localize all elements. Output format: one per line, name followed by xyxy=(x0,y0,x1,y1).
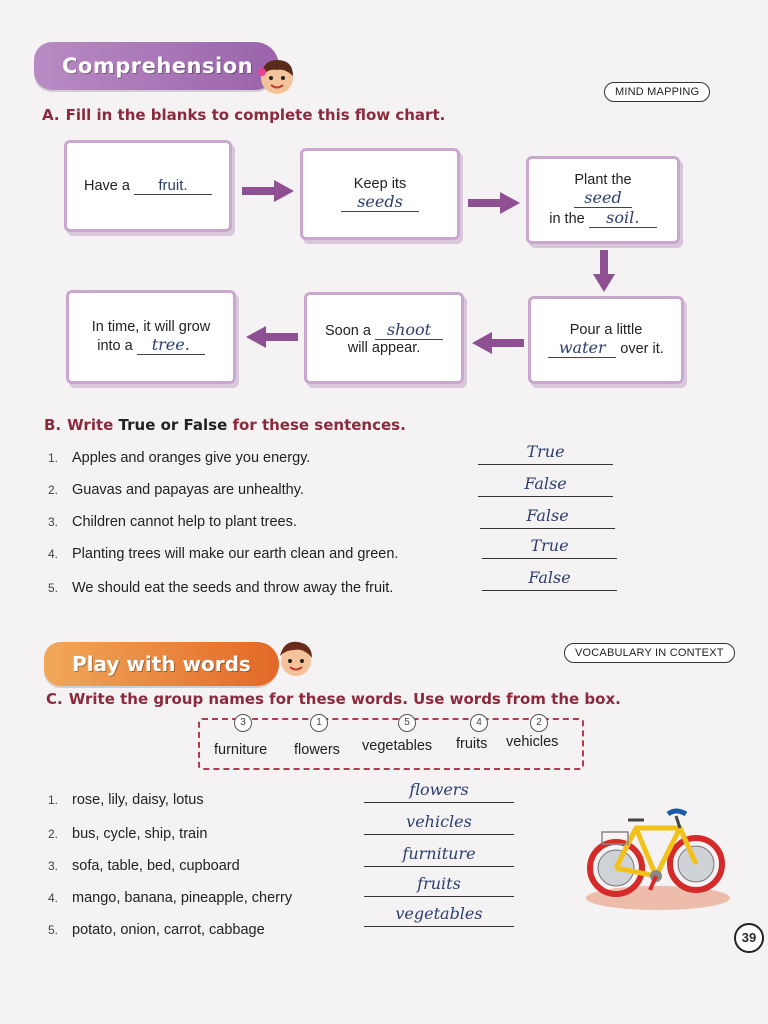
answer-fruit: fruit. xyxy=(134,177,212,195)
answer-tree: tree. xyxy=(137,335,205,355)
flow-box-2: Keep its seeds xyxy=(300,148,460,240)
box-word-flowers: flowers xyxy=(294,742,340,758)
arrow-right-2 xyxy=(466,190,522,216)
answer-shoot: shoot xyxy=(375,320,443,340)
box-word-fruits: fruits xyxy=(456,736,488,752)
play-with-words-title: Play with words xyxy=(72,652,251,676)
bicycle-illustration xyxy=(584,798,734,910)
part-b-heading: B. Write True or False for these sentences. xyxy=(44,416,406,434)
arrow-down xyxy=(591,248,617,294)
flow-box-5: Soon a shoot will appear. xyxy=(304,292,464,384)
flow-box-4: Pour a little water over it. xyxy=(528,296,684,384)
mind-mapping-tag: MIND MAPPING xyxy=(604,82,710,102)
tf-item-4: 4. Planting trees will make our earth clean and green. True xyxy=(48,546,688,572)
answer-water: water xyxy=(548,338,616,358)
group-answer-5: vegetables xyxy=(364,904,514,927)
tf-item-2: 2. Guavas and papayas are unhealthy. False xyxy=(48,482,688,508)
answer-seed: seed xyxy=(574,188,632,208)
mark-circle: 4 xyxy=(470,714,488,732)
group-answer-4: fruits xyxy=(364,874,514,897)
box-word-furniture: furniture xyxy=(214,742,268,758)
box-word-vegetables: vegetables xyxy=(362,738,433,754)
flow-box-3: Plant the seed in the soil. xyxy=(526,156,680,244)
group-answer-3: furniture xyxy=(364,844,514,867)
group-item-4: 4. mango, banana, pineapple, cherry fruits xyxy=(48,890,528,916)
box-word-vehicles: vehicles xyxy=(506,734,559,750)
answer-seeds: seeds xyxy=(341,192,419,212)
group-item-3: 3. sofa, table, bed, cupboard furniture xyxy=(48,858,528,884)
play-with-words-banner xyxy=(44,642,279,686)
comprehension-title: Comprehension xyxy=(62,54,254,78)
mark-circle: 3 xyxy=(234,714,252,732)
arrow-left-1 xyxy=(470,330,526,356)
tf-item-1: 1. Apples and oranges give you energy. True xyxy=(48,450,688,476)
tf-answer-2: False xyxy=(478,474,613,497)
part-c-heading: C. Write the group names for these words. Use words from the box. xyxy=(46,690,621,708)
page-number: 39 xyxy=(734,923,764,953)
mark-circle: 2 xyxy=(530,714,548,732)
group-item-2: 2. bus, cycle, ship, train vehicles xyxy=(48,826,528,852)
part-a-heading: A. Fill in the blanks to complete this flow chart. xyxy=(42,106,446,124)
tf-item-5: 5. We should eat the seeds and throw away the fruit. False xyxy=(48,580,688,606)
mark-circle: 1 xyxy=(310,714,328,732)
arrow-left-2 xyxy=(244,324,300,350)
tf-answer-4: True xyxy=(482,536,617,559)
word-box xyxy=(198,718,584,770)
group-answer-2: vehicles xyxy=(364,812,514,835)
tf-answer-3: False xyxy=(480,506,615,529)
tf-answer-1: True xyxy=(478,442,613,465)
boy-face-icon xyxy=(274,636,318,680)
flow-box-1: Have a fruit. xyxy=(64,140,232,232)
arrow-right-1 xyxy=(240,178,296,204)
group-answer-1: flowers xyxy=(364,780,514,803)
vocabulary-tag: VOCABULARY IN CONTEXT xyxy=(564,643,735,663)
comprehension-banner xyxy=(34,42,279,90)
mark-circle: 5 xyxy=(398,714,416,732)
answer-soil: soil. xyxy=(589,208,657,228)
tf-item-3: 3. Children cannot help to plant trees. False xyxy=(48,514,688,540)
tf-answer-5: False xyxy=(482,568,617,591)
girl-face-icon xyxy=(255,54,299,98)
group-item-1: 1. rose, lily, daisy, lotus flowers xyxy=(48,792,528,818)
flow-box-6: In time, it will grow into a tree. xyxy=(66,290,236,384)
group-item-5: 5. potato, onion, carrot, cabbage vegetables xyxy=(48,922,528,948)
